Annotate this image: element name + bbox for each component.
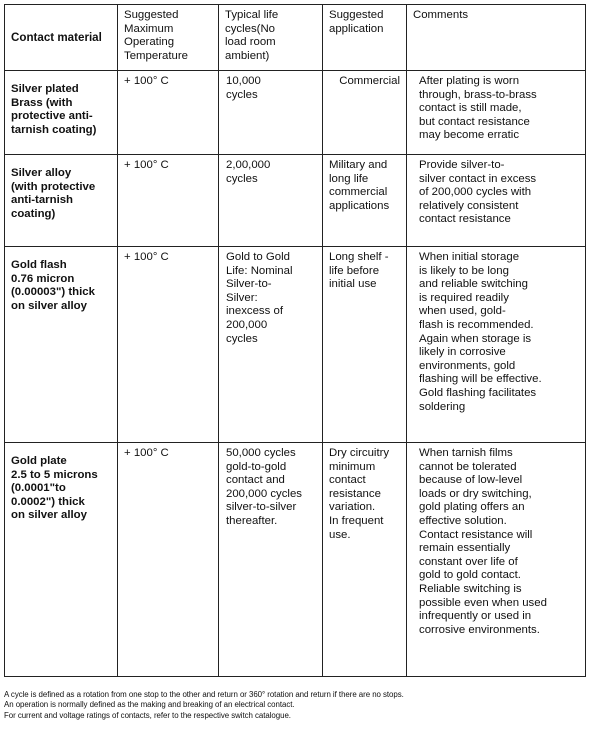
header-row <box>5 5 586 71</box>
comments-cell: When initial storage is likely to be long and reliable switching is required readily when used, gold- flash is recommended. Again when storage is likely in corrosive environments, gold flashing will be effective. Gold flashing facilitates soldering <box>407 247 586 443</box>
material-cell: Silver plated Brass (with protective anti- tarnish coating) <box>5 71 118 155</box>
material-cell: Gold flash 0.76 micron (0.00003") thick on silver alloy <box>5 247 118 443</box>
material-cell: Silver alloy (with protective anti-tarnish coating) <box>5 155 118 247</box>
application-cell: Military and long life commercial applications <box>323 155 407 247</box>
application-cell: Long shelf - life before initial use <box>323 247 407 443</box>
footnote-ratings-reference: For current and voltage ratings of contacts, refer to the respective switch catalogue. <box>4 710 291 720</box>
application-cell: Commercial <box>323 71 407 155</box>
footnote-operation-definition: An operation is normally defined as the making and breaking of an electrical contact. <box>4 700 295 710</box>
application-cell: Dry circuitry minimum contact resistance variation. In frequent use. <box>323 443 407 677</box>
header-comments: Comments <box>407 5 586 71</box>
life-cell: 2,00,000 cycles <box>219 155 323 247</box>
header-max-temperature: Suggested Maximum Operating Temperature <box>118 5 219 71</box>
material-cell: Gold plate 2.5 to 5 microns (0.0001"to 0.0002") thick on silver alloy <box>5 443 118 677</box>
life-cell: Gold to Gold Life: Nominal Silver-to- Silver: inexcess of 200,000 cycles <box>219 247 323 443</box>
temperature-cell: + 100° C <box>118 155 219 247</box>
footnotes <box>4 690 588 721</box>
table-row <box>5 71 586 155</box>
comments-cell: Provide silver-to- silver contact in excess of 200,000 cycles with relatively consistent contact resistance <box>407 155 586 247</box>
comments-cell: When tarnish films cannot be tolerated because of low-level loads or dry switching, gold plating offers an effective solution. Contact resistance will remain essentially constant over life of gold to gold contact. Reliable switching is possible even when used infrequently or used in corrosive environments. <box>407 443 586 677</box>
temperature-cell: + 100° C <box>118 443 219 677</box>
contact-material-table <box>4 4 586 677</box>
table-row <box>5 247 586 443</box>
comments-cell: After plating is worn through, brass-to-brass contact is still made, but contact resistance may become erratic <box>407 71 586 155</box>
life-cell: 50,000 cycles gold-to-gold contact and 200,000 cycles silver-to-silver thereafter. <box>219 443 323 677</box>
temperature-cell: + 100° C <box>118 247 219 443</box>
header-contact-material: Contact material <box>5 5 118 71</box>
table-row <box>5 155 586 247</box>
table-row <box>5 443 586 677</box>
temperature-cell: + 100° C <box>118 71 219 155</box>
header-life-cycles: Typical life cycles(No load room ambient) <box>219 5 323 71</box>
header-application: Suggested application <box>323 5 407 71</box>
life-cell: 10,000 cycles <box>219 71 323 155</box>
footnote-cycle-definition: A cycle is defined as a rotation from one stop to the other and return or 360° rotation and return if there are no stops. <box>4 690 404 699</box>
